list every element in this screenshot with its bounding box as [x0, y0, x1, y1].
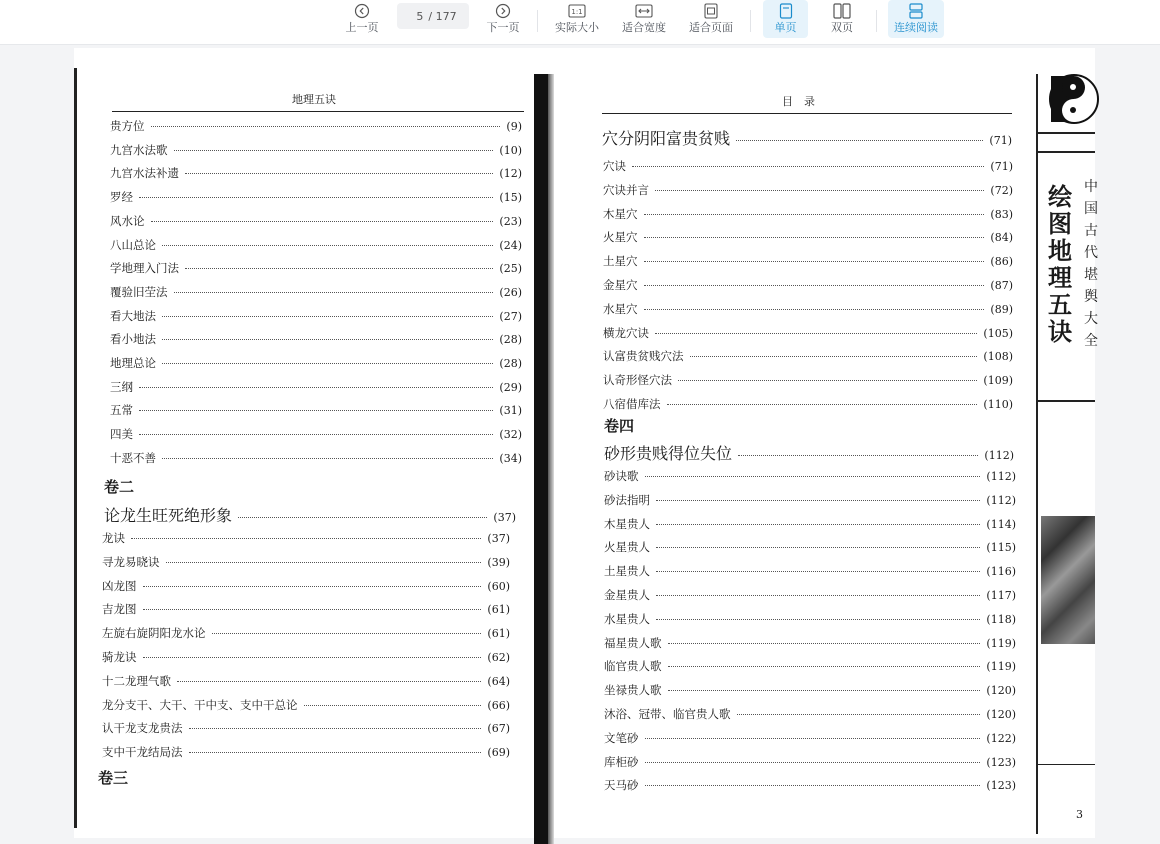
dot-leader — [189, 752, 482, 753]
toc-entry[interactable] — [102, 673, 510, 689]
dot-leader — [644, 285, 985, 286]
right-page-header: 目 录 — [782, 95, 815, 108]
double-page-icon — [833, 1, 851, 21]
toc-entry[interactable] — [604, 611, 1016, 627]
dot-leader — [185, 173, 493, 174]
dot-leader — [189, 728, 482, 729]
toc-entry-page: (34) — [499, 451, 522, 465]
dot-leader — [185, 268, 493, 269]
single-page-label: 单页 — [774, 21, 797, 34]
toc-entry-title: 寻龙易晓诀 — [102, 554, 160, 569]
toc-entry-title: 凶龙图 — [102, 578, 137, 593]
volume-heading: 卷三 — [98, 769, 129, 787]
toc-entry-page: (114) — [986, 517, 1016, 531]
dot-leader — [632, 166, 984, 167]
toc-entry[interactable] — [603, 372, 1013, 388]
toc-entry[interactable] — [102, 530, 510, 546]
toc-entry-title: 九宫水法歌 — [110, 142, 168, 157]
dot-leader — [667, 404, 978, 405]
toc-entry-page: (83) — [990, 207, 1013, 221]
dot-leader — [131, 538, 481, 539]
toc-entry-page: (29) — [499, 380, 522, 394]
dot-leader — [304, 705, 482, 706]
dot-leader — [644, 261, 985, 262]
toc-entry[interactable] — [110, 237, 522, 253]
next-page-button[interactable] — [484, 0, 522, 40]
page-indicator — [397, 3, 469, 29]
next-page-label: 下一页 — [486, 21, 520, 34]
toc-entry[interactable] — [604, 754, 1016, 770]
cover-divider — [1038, 764, 1095, 765]
toc-entry-title: 砂法指明 — [604, 492, 650, 507]
dot-leader — [162, 458, 493, 459]
toc-entry-page: (64) — [487, 674, 510, 688]
toc-entry-title: 四美 — [110, 427, 133, 442]
toc-entry-title: 龙分支干、大干、干中支、支中干总论 — [102, 697, 298, 712]
toc-entry-page: (15) — [499, 191, 522, 205]
toc-entry[interactable] — [604, 563, 1016, 579]
dot-leader — [644, 309, 985, 310]
chevron-left-circle-icon — [354, 1, 370, 21]
header-rule — [112, 111, 524, 112]
toc-entry-page: (120) — [986, 684, 1016, 698]
toc-entry[interactable] — [110, 213, 522, 229]
toc-entry[interactable] — [110, 165, 522, 181]
toc-entry-title: 木星贵人 — [604, 516, 650, 531]
fit-width-button[interactable] — [619, 0, 669, 40]
dot-leader — [151, 126, 501, 127]
cover-divider — [1038, 132, 1095, 134]
toc-section-heading[interactable]: 穴分阴阳富贵贫贱 (71) — [602, 129, 1012, 148]
dot-leader — [166, 562, 482, 563]
dot-leader — [668, 690, 981, 691]
cover-border — [1036, 74, 1038, 834]
dot-leader — [668, 666, 981, 667]
toc-entry-title: 十恶不善 — [110, 450, 156, 465]
toc-entry[interactable] — [603, 229, 1013, 245]
dot-leader — [656, 571, 980, 572]
toc-entry[interactable] — [102, 720, 510, 736]
toc-entry[interactable] — [604, 682, 1016, 698]
toc-entry[interactable] — [110, 118, 522, 134]
toc-entry-page: (61) — [487, 603, 510, 617]
toc-entry-page: (118) — [986, 612, 1016, 626]
toc-entry-title: 骑龙诀 — [102, 650, 137, 664]
toc-entry-title: 十二龙理气歌 — [102, 673, 171, 688]
toc-entry[interactable] — [110, 355, 522, 371]
dot-leader — [143, 586, 482, 587]
toc-entry-title: 支中干龙结局法 — [102, 745, 183, 760]
page-total: / 177 — [428, 9, 457, 23]
prev-page-button[interactable] — [343, 0, 381, 40]
page-number: 3 — [1076, 808, 1083, 821]
toc-entry-title: 横龙穴诀 — [603, 325, 649, 340]
toc-entry[interactable] — [603, 158, 1013, 174]
toc-entry-page: (60) — [487, 579, 510, 593]
toc-entry-page: (123) — [986, 779, 1016, 793]
document-page-scan — [74, 48, 1098, 838]
dot-leader — [174, 150, 494, 151]
toc-entry-title: 库柜砂 — [604, 754, 639, 769]
toc-entry-page: (37) — [487, 532, 510, 545]
toc-entry-title: 吉龙图 — [102, 602, 137, 617]
continuous-reading-button[interactable] — [888, 0, 944, 38]
page-number-input[interactable] — [409, 10, 423, 23]
toc-entry-page: (105) — [983, 326, 1013, 340]
dot-leader — [151, 221, 494, 222]
dot-leader — [690, 356, 978, 357]
toc-entry-title: 三纲 — [110, 379, 133, 394]
dot-leader — [212, 633, 482, 634]
toc-entry[interactable] — [102, 697, 510, 713]
toc-entry-title: 地理总论 — [110, 356, 156, 370]
toc-entry[interactable] — [604, 706, 1016, 722]
dot-leader — [668, 643, 981, 644]
volume-heading: 卷四 — [604, 417, 635, 435]
toc-entry-title: 水星穴 — [603, 301, 638, 316]
toc-entry-title: 金星贵人 — [604, 588, 650, 602]
toc-entry-page: (71) — [990, 160, 1013, 173]
toc-entry[interactable] — [102, 625, 510, 641]
toc-entry[interactable] — [604, 468, 1016, 484]
cover-divider — [1038, 400, 1095, 402]
toc-entry-page: (12) — [499, 167, 522, 181]
toc-entry-title: 天马砂 — [604, 778, 639, 793]
prev-page-label: 上一页 — [345, 21, 379, 34]
toc-entry[interactable] — [604, 658, 1016, 674]
dot-leader — [162, 316, 493, 317]
toc-entry-page: (24) — [499, 238, 522, 252]
toolbar-divider — [750, 10, 751, 32]
toc-entry-title: 看大地法 — [110, 308, 156, 323]
fit-page-label: 适合页面 — [689, 21, 733, 34]
toc-entry-title: 贵方位 — [110, 119, 145, 133]
toc-entry[interactable] — [110, 260, 522, 276]
dot-leader — [656, 619, 980, 620]
toc-entry-page: (23) — [499, 214, 522, 228]
toc-entry-page: (27) — [499, 309, 522, 323]
cover-series-text: 中国古代堪舆大全 — [1084, 179, 1098, 349]
toc-entry-page: (115) — [986, 541, 1016, 555]
toc-entry[interactable] — [110, 426, 522, 442]
toc-entry-page: (39) — [487, 555, 510, 569]
left-page-header: 地理五诀 — [292, 93, 336, 106]
actual-size-button[interactable] — [552, 0, 602, 40]
toc-entry-page: (112) — [986, 493, 1016, 507]
toc-entry-title: 文笔砂 — [604, 730, 639, 745]
toc-entry-page: (66) — [487, 698, 510, 712]
toc-entry[interactable] — [110, 189, 522, 205]
toc-entry[interactable] — [604, 516, 1016, 532]
toc-entry-page: (122) — [986, 731, 1016, 745]
toc-entry-title: 砂诀歌 — [604, 469, 639, 483]
toc-entry[interactable] — [603, 348, 1013, 364]
toc-entry-title: 九宫水法补遗 — [110, 166, 179, 181]
toc-entry-page: (25) — [499, 262, 522, 276]
cover-divider — [1038, 151, 1095, 153]
dot-leader — [139, 410, 493, 411]
dot-leader — [656, 595, 980, 596]
single-page-button[interactable] — [763, 0, 808, 38]
cover-title: 绘图地理五诀 — [1048, 182, 1072, 346]
toc-entry-page: (86) — [990, 255, 1013, 269]
toc-entry[interactable] — [604, 492, 1016, 508]
toc-entry-page: (108) — [983, 350, 1013, 364]
toc-entry[interactable] — [603, 277, 1013, 293]
toc-entry[interactable] — [110, 308, 522, 324]
dot-leader — [644, 237, 985, 238]
toc-entry-page: (89) — [990, 302, 1013, 316]
toc-section-heading[interactable]: 论龙生旺死绝形象 (37) — [104, 506, 516, 525]
dot-leader — [645, 785, 981, 786]
toc-entry-page: (72) — [990, 183, 1013, 197]
toc-entry-page: (26) — [499, 285, 522, 299]
toc-entry[interactable] — [604, 539, 1016, 555]
toc-entry-title: 罗经 — [110, 190, 133, 205]
toc-entry-page: (109) — [983, 374, 1013, 388]
dot-leader — [139, 434, 493, 435]
toc-entry[interactable] — [102, 744, 510, 760]
dot-leader — [656, 547, 980, 548]
fit-width-icon — [635, 1, 653, 21]
single-page-icon — [779, 1, 793, 21]
toc-entry[interactable] — [604, 635, 1016, 651]
continuous-scroll-icon — [908, 1, 924, 21]
toc-entry-page: (119) — [986, 660, 1016, 674]
toc-entry-page: (62) — [487, 651, 510, 664]
dot-leader — [143, 657, 482, 658]
toc-entry-page: (112) — [986, 470, 1016, 483]
dot-leader — [737, 714, 981, 715]
toc-entry[interactable] — [110, 450, 522, 466]
toc-entry-title: 金星穴 — [603, 278, 638, 292]
toc-entry-page: (28) — [499, 357, 522, 370]
chevron-right-circle-icon — [495, 1, 511, 21]
toc-entry[interactable] — [110, 284, 522, 300]
toc-entry-title: 认干龙支龙贵法 — [102, 721, 183, 736]
toc-entry-page: (87) — [990, 279, 1013, 292]
dot-leader — [645, 762, 981, 763]
toc-entry[interactable] — [102, 554, 510, 570]
toc-entry[interactable] — [603, 396, 1013, 412]
dot-leader — [177, 681, 481, 682]
page-edge — [74, 68, 77, 828]
svg-text:1:1: 1:1 — [571, 8, 583, 16]
fit-width-label: 适合宽度 — [622, 21, 666, 34]
toc-entry-title: 五常 — [110, 403, 133, 418]
toc-entry-title: 土星穴 — [603, 254, 638, 269]
toc-entry[interactable] — [102, 578, 510, 594]
toc-entry-page: (32) — [499, 428, 522, 442]
toc-entry-page: (110) — [983, 398, 1013, 411]
toc-entry-page: (119) — [986, 636, 1016, 650]
toc-entry-title: 火星贵人 — [604, 540, 650, 555]
toc-entry-page: (69) — [487, 746, 510, 760]
dot-leader — [678, 380, 977, 381]
toc-entry-title: 土星贵人 — [604, 564, 650, 579]
toc-entry-title: 龙诀 — [102, 531, 125, 545]
dot-leader — [139, 387, 493, 388]
toc-entry[interactable] — [603, 301, 1013, 317]
dot-leader — [162, 339, 493, 340]
toc-entry[interactable] — [110, 142, 522, 158]
toc-entry[interactable] — [604, 730, 1016, 746]
toc-entry-page: (84) — [990, 231, 1013, 245]
book-spine-gradient — [548, 74, 554, 844]
toc-entry-title: 坐禄贵人歌 — [604, 683, 662, 698]
toc-entry-page: (116) — [986, 565, 1016, 579]
dot-leader — [645, 738, 981, 739]
double-page-button[interactable] — [821, 0, 863, 40]
header-rule — [602, 113, 1012, 114]
yin-yang-logo — [1049, 74, 1099, 124]
continuous-reading-label: 连续阅读 — [894, 21, 938, 34]
toc-entry[interactable] — [110, 379, 522, 395]
toc-entry[interactable] — [603, 182, 1013, 198]
actual-size-icon — [568, 1, 586, 21]
toc-entry-title: 认奇形怪穴法 — [603, 373, 672, 388]
buddha-statue-image — [1041, 516, 1095, 644]
toc-entry-title: 穴诀并言 — [603, 182, 649, 197]
fit-page-button[interactable] — [686, 0, 736, 40]
toc-entry-title: 八山总论 — [110, 237, 156, 252]
dot-leader — [656, 524, 980, 525]
toc-entry-title: 风水论 — [110, 213, 145, 228]
toc-entry-title: 学地理入门法 — [110, 261, 179, 276]
dot-leader — [139, 197, 493, 198]
toc-entry-page: (28) — [499, 333, 522, 347]
dot-leader — [162, 363, 493, 364]
dot-leader — [162, 245, 493, 246]
volume-heading: 卷二 — [104, 478, 135, 496]
toc-entry[interactable] — [604, 777, 1016, 793]
toc-entry[interactable] — [102, 649, 510, 665]
toolbar-divider — [537, 10, 538, 32]
actual-size-label: 实际大小 — [555, 21, 599, 34]
dot-leader — [655, 190, 984, 191]
toc-entry-title: 沐浴、冠带、临官贵人歌 — [604, 707, 731, 721]
toolbar-divider — [876, 10, 877, 32]
toc-entry-page: (123) — [986, 755, 1016, 769]
toc-entry-title: 看小地法 — [110, 332, 156, 347]
toc-entry[interactable] — [604, 587, 1016, 603]
toc-entry-title: 左旋右旋阴阳龙水论 — [102, 626, 206, 641]
dot-leader — [174, 292, 494, 293]
toc-entry-page: (9) — [506, 120, 522, 133]
toc-entry-page: (67) — [487, 722, 510, 736]
toc-entry[interactable] — [603, 253, 1013, 269]
toc-entry-page: (120) — [986, 708, 1016, 721]
toc-entry-title: 福星贵人歌 — [604, 635, 662, 650]
toc-entry-title: 水星贵人 — [604, 611, 650, 626]
toc-section-heading[interactable]: 砂形贵贱得位失位 (112) — [604, 444, 1014, 463]
toc-entry-page: (31) — [499, 404, 522, 418]
toc-entry-title: 覆验旧茔法 — [110, 284, 168, 299]
toc-entry-page: (61) — [487, 627, 510, 641]
toc-entry-title: 认富贵贫贱穴法 — [603, 349, 684, 364]
toc-entry[interactable] — [603, 325, 1013, 341]
fit-page-icon — [703, 1, 719, 21]
toc-entry-title: 火星穴 — [603, 230, 638, 245]
dot-leader — [656, 500, 980, 501]
toc-entry[interactable] — [110, 402, 522, 418]
toc-entry-title: 木星穴 — [603, 206, 638, 221]
toc-entry-page: (10) — [499, 143, 522, 157]
toc-entry-title: 八宿借库法 — [603, 397, 661, 411]
dot-leader — [655, 333, 977, 334]
double-page-label: 双页 — [831, 21, 853, 34]
toc-entry[interactable] — [603, 206, 1013, 222]
toc-entry[interactable] — [102, 601, 510, 617]
toc-entry-title: 穴诀 — [603, 159, 626, 173]
toc-entry[interactable] — [110, 331, 522, 347]
toc-entry-page: (117) — [986, 589, 1016, 602]
viewer-toolbar — [0, 0, 1160, 45]
dot-leader — [645, 476, 981, 477]
toc-entry-title: 临官贵人歌 — [604, 659, 662, 674]
dot-leader — [644, 214, 985, 215]
dot-leader — [143, 609, 482, 610]
book-spine-shadow — [534, 74, 548, 844]
